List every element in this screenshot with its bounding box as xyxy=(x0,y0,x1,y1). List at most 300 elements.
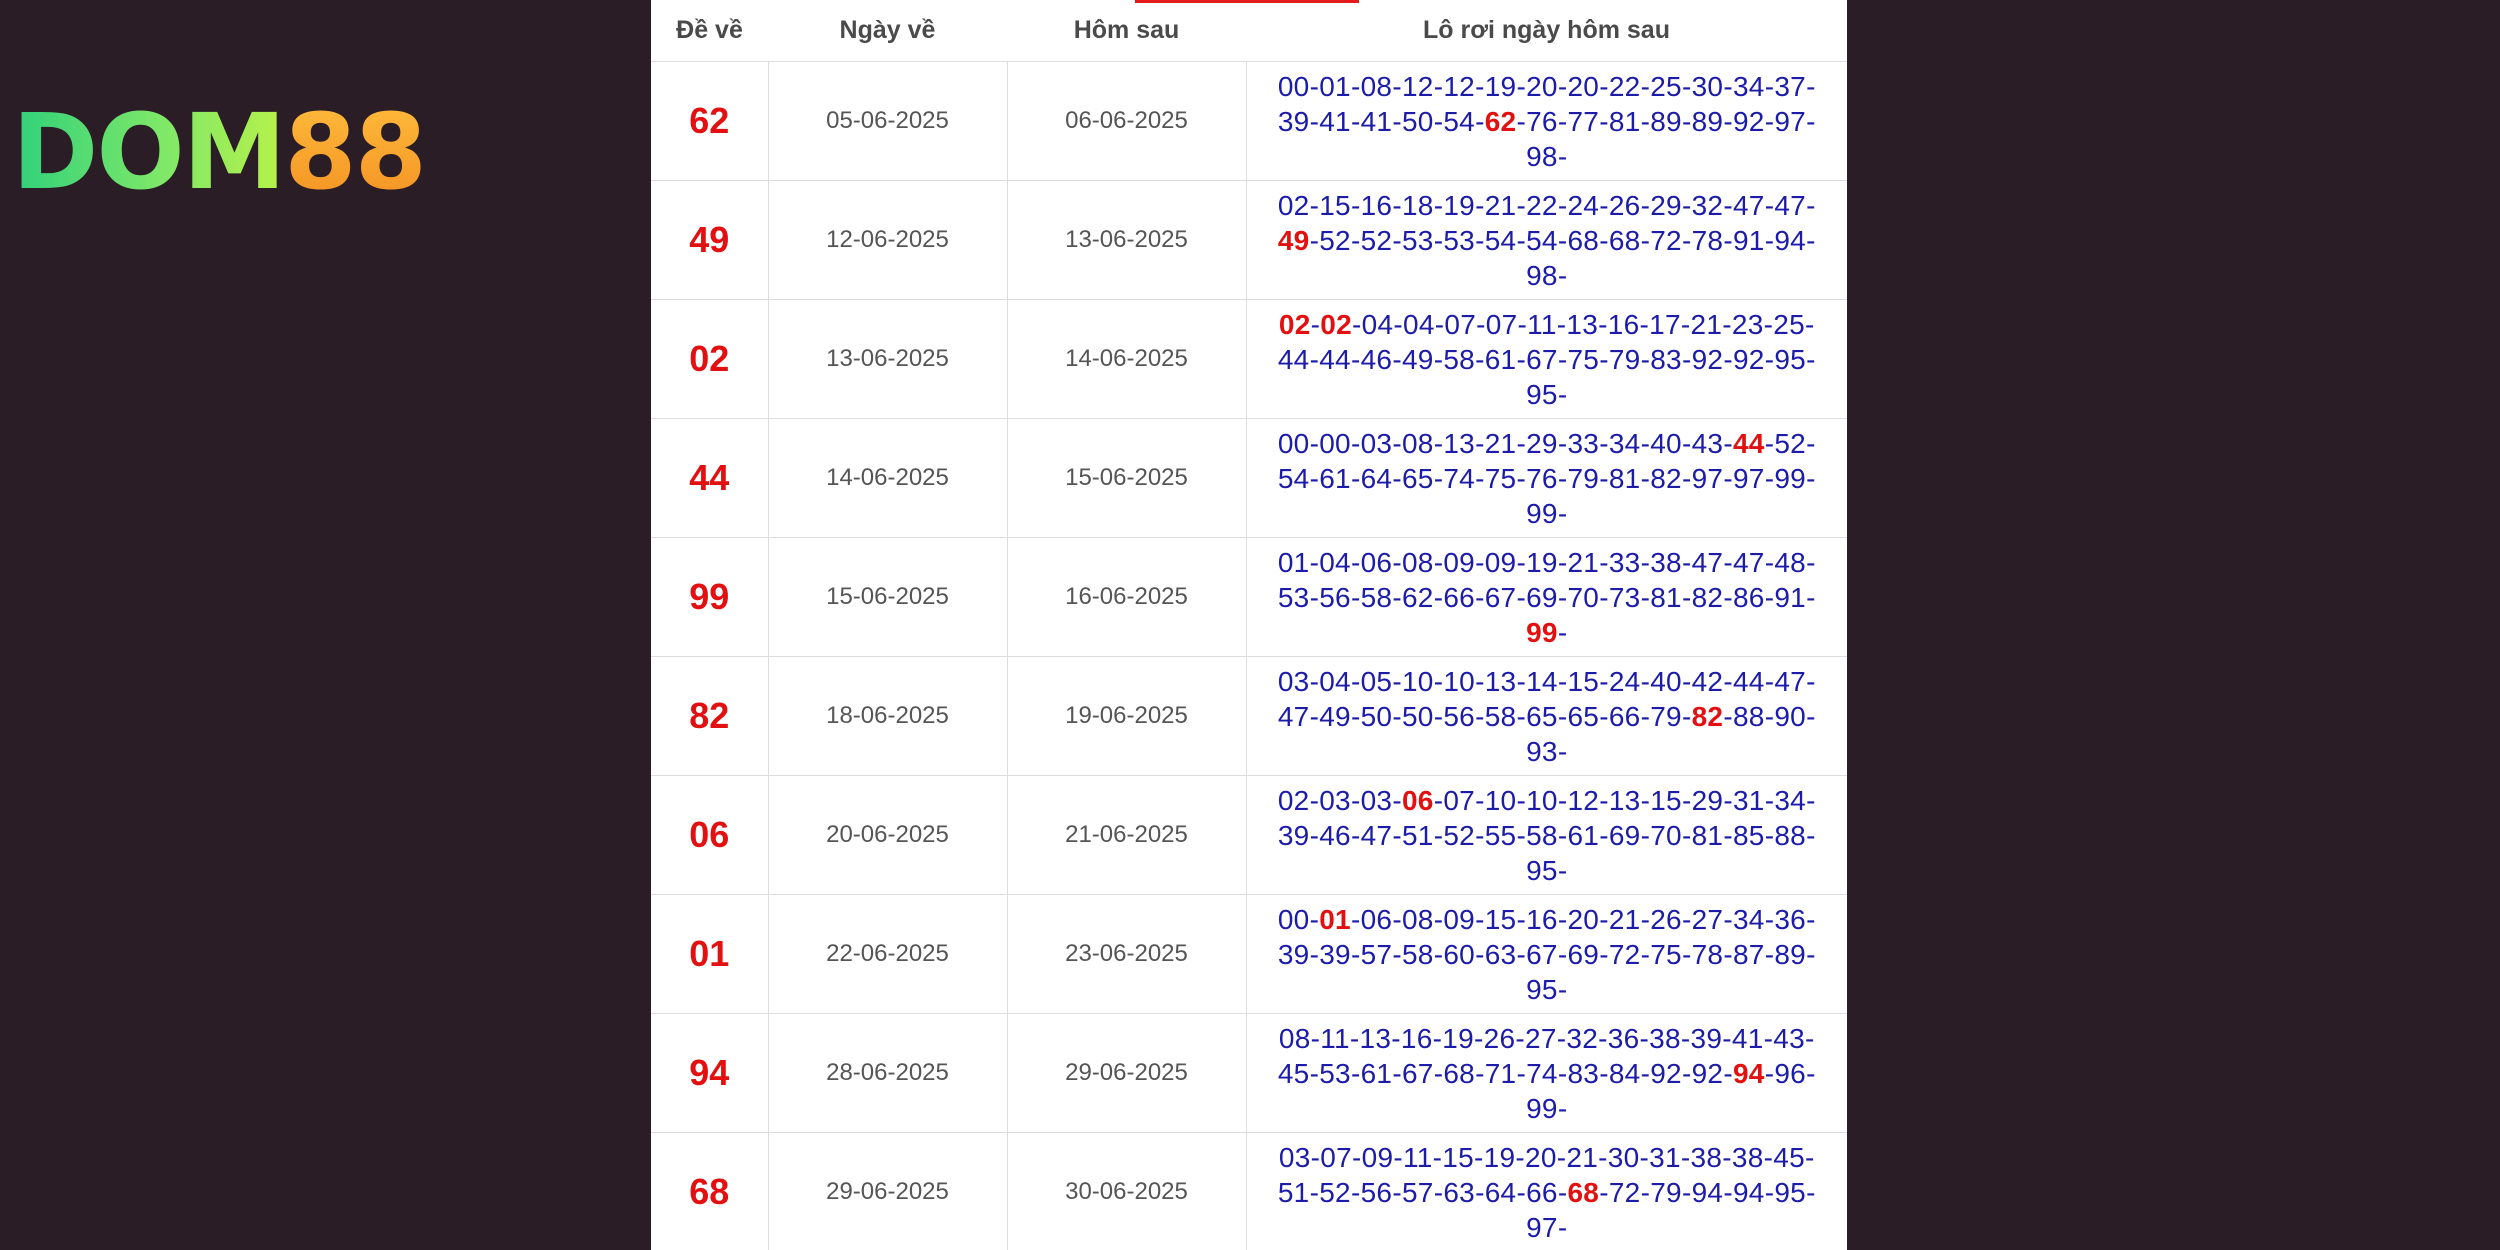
lo-number: 82 xyxy=(1650,462,1682,494)
lo-number: 67 xyxy=(1484,581,1517,613)
ngay-ve-value: 29-06-2025 xyxy=(768,1133,1007,1250)
lo-number: 50 xyxy=(1360,700,1393,732)
lo-number: 95 xyxy=(1526,854,1558,886)
lo-number: 91 xyxy=(1732,224,1765,256)
lo-number: 49 xyxy=(1319,700,1351,732)
lo-number: 13 xyxy=(1608,784,1641,816)
lo-number: 72 xyxy=(1650,224,1682,256)
lo-number: 71 xyxy=(1484,1057,1517,1089)
lo-number: 67 xyxy=(1401,1057,1434,1089)
lo-number: 11 xyxy=(1527,308,1557,340)
lo-number: 81 xyxy=(1650,581,1682,613)
lo-number: 19 xyxy=(1443,189,1476,221)
lo-number: 91 xyxy=(1774,581,1807,613)
lo-number: 38 xyxy=(1690,1141,1723,1173)
lo-number: 04 xyxy=(1361,308,1394,340)
lo-number: 47 xyxy=(1360,819,1393,851)
lo-number: 97 xyxy=(1526,1211,1558,1243)
lo-number: 81 xyxy=(1608,462,1641,494)
lo-number: 06 xyxy=(1401,784,1434,816)
lo-number: 07 xyxy=(1320,1141,1352,1173)
lo-number: 75 xyxy=(1567,343,1600,375)
lo-number: 61 xyxy=(1484,343,1517,375)
de-ve-value: 82 xyxy=(651,657,768,776)
lo-number: 20 xyxy=(1525,1141,1557,1173)
lo-roi-value: 03-07-09-11-15-19-20-21-30-31-38-38-45-51-52-56-57-63-64-66-68-72-79-94-94-95-97- xyxy=(1246,1133,1847,1250)
lo-number: 82 xyxy=(1691,581,1724,613)
results-panel xyxy=(651,0,1847,1250)
lo-number: 54 xyxy=(1484,224,1517,256)
lo-number: 37 xyxy=(1774,70,1807,102)
lo-number: 03 xyxy=(1277,665,1310,697)
lo-number: 20 xyxy=(1567,903,1600,935)
lo-roi-value: 02-03-03-06-07-10-10-12-13-15-29-31-34-39-46-47-51-52-55-58-61-69-70-81-85-88-95- xyxy=(1246,776,1847,895)
lo-number: 49 xyxy=(1277,224,1310,256)
lo-number: 72 xyxy=(1608,1176,1641,1208)
lo-number: 58 xyxy=(1484,700,1517,732)
lo-number: 52 xyxy=(1774,427,1807,459)
hom-sau-value: 23-06-2025 xyxy=(1007,895,1246,1014)
lo-number: 69 xyxy=(1608,819,1641,851)
lo-number: 10 xyxy=(1401,665,1434,697)
lo-number: 26 xyxy=(1483,1022,1516,1054)
lo-number: 36 xyxy=(1774,903,1807,935)
lo-number: 39 xyxy=(1319,938,1351,970)
lo-number: 33 xyxy=(1608,546,1641,578)
lo-number: 89 xyxy=(1650,105,1682,137)
lo-number: 94 xyxy=(1691,1176,1724,1208)
ngay-ve-value: 13-06-2025 xyxy=(768,300,1007,419)
hom-sau-value: 19-06-2025 xyxy=(1007,657,1246,776)
table-row xyxy=(651,657,1847,776)
lo-number: 07 xyxy=(1443,784,1476,816)
lo-number: 30 xyxy=(1607,1141,1640,1173)
lo-number: 00 xyxy=(1277,427,1310,459)
lo-number: 08 xyxy=(1401,903,1434,935)
lo-number: 56 xyxy=(1443,700,1476,732)
lo-number: 07 xyxy=(1485,308,1518,340)
lo-number: 88 xyxy=(1774,819,1807,851)
lo-number: 62 xyxy=(1401,581,1434,613)
lo-number: 43 xyxy=(1691,427,1724,459)
lo-number: 32 xyxy=(1691,189,1724,221)
lo-number: 75 xyxy=(1650,938,1682,970)
lo-number: 11 xyxy=(1402,1141,1433,1173)
lo-number: 36 xyxy=(1607,1022,1640,1054)
lo-number: 41 xyxy=(1360,105,1393,137)
lo-number: 81 xyxy=(1691,819,1724,851)
lo-number: 61 xyxy=(1567,819,1600,851)
lo-number: 33 xyxy=(1567,427,1600,459)
lo-number: 21 xyxy=(1484,189,1517,221)
lo-number: 92 xyxy=(1732,343,1765,375)
lo-number: 15 xyxy=(1442,1141,1475,1173)
lo-number: 90 xyxy=(1774,700,1807,732)
lo-number: 08 xyxy=(1278,1022,1311,1054)
lo-number: 79 xyxy=(1650,1176,1682,1208)
lo-number: 16 xyxy=(1526,903,1558,935)
lo-number: 67 xyxy=(1526,343,1558,375)
lo-roi-table xyxy=(651,0,1847,1250)
lo-number: 54 xyxy=(1443,105,1476,137)
lo-number: 19 xyxy=(1484,70,1517,102)
lo-number: 45 xyxy=(1277,1057,1310,1089)
lo-number: 75 xyxy=(1484,462,1517,494)
table-row xyxy=(651,895,1847,1014)
lo-number: 02 xyxy=(1278,308,1311,340)
lo-number: 53 xyxy=(1319,1057,1351,1089)
lo-number: 19 xyxy=(1483,1141,1516,1173)
lo-number: 94 xyxy=(1732,1176,1765,1208)
de-ve-value: 02 xyxy=(651,300,768,419)
lo-number: 03 xyxy=(1360,784,1393,816)
lo-number: 52 xyxy=(1360,224,1393,256)
lo-number: 10 xyxy=(1484,784,1517,816)
lo-roi-value: 02-02-04-04-07-07-11-13-16-17-21-23-25-44-44-46-49-58-61-67-75-79-83-92-92-95-95- xyxy=(1246,300,1847,419)
lo-number: 46 xyxy=(1319,819,1351,851)
lo-number: 09 xyxy=(1443,903,1476,935)
lo-number: 39 xyxy=(1277,938,1310,970)
lo-number: 82 xyxy=(1691,700,1724,732)
lo-number: 25 xyxy=(1773,308,1806,340)
lo-number: 22 xyxy=(1608,70,1641,102)
lo-number: 09 xyxy=(1443,546,1476,578)
lo-number: 76 xyxy=(1526,462,1558,494)
lo-number: 47 xyxy=(1774,189,1807,221)
lo-number: 84 xyxy=(1608,1057,1641,1089)
table-row xyxy=(651,776,1847,895)
lo-number: 52 xyxy=(1443,819,1476,851)
lo-number: 81 xyxy=(1608,105,1641,137)
header-hom-sau: Hôm sau xyxy=(1007,0,1246,62)
hom-sau-value: 14-06-2025 xyxy=(1007,300,1246,419)
lo-number: 04 xyxy=(1319,665,1351,697)
ngay-ve-value: 15-06-2025 xyxy=(768,538,1007,657)
lo-number: 21 xyxy=(1690,308,1723,340)
lo-number: 99 xyxy=(1526,497,1558,529)
lo-number: 98 xyxy=(1526,140,1558,172)
lo-roi-value: 03-04-05-10-10-13-14-15-24-40-42-44-47-47-49-50-50-56-58-65-65-66-79-82-88-90-93- xyxy=(1246,657,1847,776)
lo-number: 44 xyxy=(1319,343,1351,375)
table-row xyxy=(651,419,1847,538)
lo-number: 53 xyxy=(1277,581,1310,613)
de-ve-value: 49 xyxy=(651,181,768,300)
lo-number: 42 xyxy=(1691,665,1724,697)
lo-number: 19 xyxy=(1526,546,1558,578)
lo-number: 40 xyxy=(1650,665,1682,697)
table-header-row xyxy=(651,0,1847,62)
table-row xyxy=(651,300,1847,419)
hom-sau-value: 29-06-2025 xyxy=(1007,1014,1246,1133)
lo-number: 70 xyxy=(1650,819,1682,851)
lo-number: 03 xyxy=(1278,1141,1311,1173)
lo-number: 52 xyxy=(1319,1176,1351,1208)
lo-number: 34 xyxy=(1608,427,1641,459)
lo-number: 29 xyxy=(1526,427,1558,459)
lo-number: 27 xyxy=(1525,1022,1557,1054)
lo-roi-value: 00-01-06-08-09-15-16-20-21-26-27-34-36-39-39-57-58-60-63-67-69-72-75-78-87-89-95- xyxy=(1246,895,1847,1014)
hom-sau-value: 15-06-2025 xyxy=(1007,419,1246,538)
de-ve-value: 44 xyxy=(651,419,768,538)
lo-number: 72 xyxy=(1608,938,1641,970)
lo-number: 04 xyxy=(1319,546,1351,578)
lo-number: 09 xyxy=(1484,546,1517,578)
lo-number: 47 xyxy=(1732,546,1765,578)
lo-number: 99 xyxy=(1774,462,1807,494)
lo-number: 41 xyxy=(1319,105,1351,137)
lo-number: 68 xyxy=(1608,224,1641,256)
ngay-ve-value: 20-06-2025 xyxy=(768,776,1007,895)
lo-number: 87 xyxy=(1732,938,1765,970)
lo-number: 77 xyxy=(1567,105,1600,137)
lo-number: 68 xyxy=(1567,224,1600,256)
lo-number: 64 xyxy=(1484,1176,1517,1208)
lo-number: 58 xyxy=(1401,938,1434,970)
lo-number: 98 xyxy=(1526,259,1558,291)
lo-number: 13 xyxy=(1359,1022,1392,1054)
lo-number: 53 xyxy=(1401,224,1434,256)
lo-number: 38 xyxy=(1731,1141,1764,1173)
lo-number: 02 xyxy=(1277,784,1310,816)
lo-number: 48 xyxy=(1774,546,1807,578)
header-ngay-ve: Ngày về xyxy=(768,0,1007,62)
lo-number: 40 xyxy=(1650,427,1682,459)
lo-number: 39 xyxy=(1277,105,1310,137)
lo-number: 93 xyxy=(1526,735,1558,767)
de-ve-value: 99 xyxy=(651,538,768,657)
table-row xyxy=(651,1014,1847,1133)
header-de-ve: Đề về xyxy=(651,0,768,62)
lo-number: 65 xyxy=(1526,700,1558,732)
lo-number: 27 xyxy=(1691,903,1724,935)
lo-number: 12 xyxy=(1401,70,1434,102)
lo-number: 94 xyxy=(1732,1057,1765,1089)
lo-number: 15 xyxy=(1319,189,1351,221)
header-lo-roi: Lô rơi ngày hôm sau xyxy=(1246,0,1847,62)
lo-number: 09 xyxy=(1361,1141,1394,1173)
lo-number: 67 xyxy=(1526,938,1558,970)
lo-number: 32 xyxy=(1566,1022,1599,1054)
lo-number: 51 xyxy=(1277,1176,1310,1208)
lo-number: 64 xyxy=(1360,462,1393,494)
hom-sau-value: 21-06-2025 xyxy=(1007,776,1246,895)
lo-number: 31 xyxy=(1649,1141,1681,1173)
lo-number: 60 xyxy=(1443,938,1476,970)
lo-number: 21 xyxy=(1608,903,1641,935)
lo-roi-value: 00-01-08-12-12-19-20-20-22-25-30-34-37-39-41-41-50-54-62-76-77-81-89-89-92-97-98- xyxy=(1246,62,1847,181)
de-ve-value: 94 xyxy=(651,1014,768,1133)
lo-number: 58 xyxy=(1443,343,1476,375)
lo-number: 08 xyxy=(1401,546,1434,578)
lo-number: 30 xyxy=(1691,70,1724,102)
lo-number: 04 xyxy=(1402,308,1435,340)
lo-number: 10 xyxy=(1443,665,1476,697)
lo-number: 21 xyxy=(1484,427,1517,459)
lo-number: 57 xyxy=(1360,938,1393,970)
lo-number: 18 xyxy=(1401,189,1434,221)
hom-sau-value: 06-06-2025 xyxy=(1007,62,1246,181)
lo-number: 92 xyxy=(1691,343,1724,375)
de-ve-value: 06 xyxy=(651,776,768,895)
lo-number: 21 xyxy=(1566,1141,1599,1173)
lo-number: 69 xyxy=(1526,581,1558,613)
lo-roi-value: 02-15-16-18-19-21-22-24-26-29-32-47-47-49-52-52-53-53-54-54-68-68-72-78-91-94-98- xyxy=(1246,181,1847,300)
lo-roi-value: 08-11-13-16-19-26-27-32-36-38-39-41-43-45-53-61-67-68-71-74-83-84-92-92-94-96-99- xyxy=(1246,1014,1847,1133)
lo-number: 65 xyxy=(1401,462,1434,494)
lo-number: 08 xyxy=(1401,427,1434,459)
active-tab-indicator xyxy=(1135,0,1359,3)
lo-number: 31 xyxy=(1732,784,1765,816)
lo-number: 29 xyxy=(1691,784,1724,816)
hom-sau-value: 16-06-2025 xyxy=(1007,538,1246,657)
lo-number: 13 xyxy=(1566,308,1599,340)
lo-number: 69 xyxy=(1567,938,1600,970)
lo-number: 13 xyxy=(1484,665,1517,697)
lo-number: 62 xyxy=(1484,105,1517,137)
lo-number: 55 xyxy=(1484,819,1517,851)
lo-number: 10 xyxy=(1526,784,1558,816)
hom-sau-value: 30-06-2025 xyxy=(1007,1133,1246,1250)
lo-number: 83 xyxy=(1567,1057,1600,1089)
lo-number: 66 xyxy=(1526,1176,1558,1208)
ngay-ve-value: 22-06-2025 xyxy=(768,895,1007,1014)
lo-number: 00 xyxy=(1277,903,1310,935)
lo-number: 15 xyxy=(1567,665,1600,697)
lo-roi-value: 00-00-03-08-13-21-29-33-34-40-43-44-52-54-61-64-65-74-75-76-79-81-82-97-97-99-99- xyxy=(1246,419,1847,538)
lo-number: 25 xyxy=(1650,70,1682,102)
lo-number: 89 xyxy=(1774,938,1807,970)
lo-number: 73 xyxy=(1608,581,1641,613)
lo-number: 79 xyxy=(1567,462,1600,494)
lo-number: 39 xyxy=(1277,819,1310,851)
lo-number: 74 xyxy=(1443,462,1476,494)
lo-number: 52 xyxy=(1319,224,1351,256)
lo-number: 95 xyxy=(1526,378,1558,410)
lo-number: 57 xyxy=(1401,1176,1434,1208)
lo-number: 92 xyxy=(1732,105,1765,137)
lo-number: 11 xyxy=(1320,1022,1350,1054)
lo-number: 68 xyxy=(1443,1057,1476,1089)
lo-number: 14 xyxy=(1526,665,1558,697)
lo-number: 05 xyxy=(1360,665,1393,697)
logo-brand-text: DOM xyxy=(12,91,285,213)
dom88-logo xyxy=(12,91,425,213)
lo-number: 23 xyxy=(1731,308,1764,340)
lo-number: 47 xyxy=(1732,189,1765,221)
lo-number: 51 xyxy=(1401,819,1434,851)
lo-number: 06 xyxy=(1360,903,1393,935)
lo-number: 24 xyxy=(1608,665,1641,697)
de-ve-value: 68 xyxy=(651,1133,768,1250)
lo-number: 97 xyxy=(1732,462,1765,494)
lo-number: 63 xyxy=(1484,938,1517,970)
lo-number: 89 xyxy=(1691,105,1724,137)
lo-number: 78 xyxy=(1691,938,1724,970)
lo-number: 29 xyxy=(1650,189,1682,221)
lo-number: 53 xyxy=(1443,224,1476,256)
lo-number: 41 xyxy=(1731,1022,1764,1054)
lo-number: 16 xyxy=(1360,189,1393,221)
lo-number: 95 xyxy=(1774,1176,1807,1208)
lo-number: 44 xyxy=(1277,343,1310,375)
ngay-ve-value: 12-06-2025 xyxy=(768,181,1007,300)
lo-number: 15 xyxy=(1650,784,1682,816)
lo-number: 44 xyxy=(1732,427,1765,459)
lo-number: 20 xyxy=(1526,70,1558,102)
lo-number: 97 xyxy=(1691,462,1724,494)
lo-number: 44 xyxy=(1732,665,1765,697)
lo-number: 16 xyxy=(1607,308,1640,340)
lo-number: 61 xyxy=(1319,462,1351,494)
lo-number: 83 xyxy=(1650,343,1682,375)
lo-number: 38 xyxy=(1650,546,1682,578)
lo-number: 07 xyxy=(1444,308,1477,340)
lo-number: 19 xyxy=(1442,1022,1475,1054)
lo-number: 61 xyxy=(1360,1057,1393,1089)
lo-number: 03 xyxy=(1360,427,1393,459)
lo-number: 38 xyxy=(1649,1022,1681,1054)
lo-number: 17 xyxy=(1649,308,1681,340)
lo-number: 49 xyxy=(1401,343,1434,375)
lo-number: 88 xyxy=(1732,700,1765,732)
ngay-ve-value: 14-06-2025 xyxy=(768,419,1007,538)
lo-number: 12 xyxy=(1567,784,1600,816)
ngay-ve-value: 28-06-2025 xyxy=(768,1014,1007,1133)
ngay-ve-value: 18-06-2025 xyxy=(768,657,1007,776)
lo-number: 15 xyxy=(1484,903,1517,935)
lo-number: 63 xyxy=(1443,1176,1476,1208)
lo-number: 02 xyxy=(1320,308,1352,340)
lo-number: 47 xyxy=(1277,700,1310,732)
lo-number: 26 xyxy=(1608,189,1641,221)
lo-number: 95 xyxy=(1774,343,1807,375)
lo-number: 99 xyxy=(1526,616,1558,648)
lo-number: 50 xyxy=(1401,105,1434,137)
lo-number: 01 xyxy=(1319,70,1351,102)
lo-number: 43 xyxy=(1773,1022,1806,1054)
lo-number: 66 xyxy=(1443,581,1476,613)
lo-number: 65 xyxy=(1567,700,1600,732)
lo-number: 58 xyxy=(1526,819,1558,851)
lo-number: 96 xyxy=(1774,1057,1807,1089)
lo-number: 12 xyxy=(1443,70,1476,102)
lo-number: 45 xyxy=(1773,1141,1806,1173)
lo-number: 79 xyxy=(1650,700,1682,732)
de-ve-value: 62 xyxy=(651,62,768,181)
lo-number: 21 xyxy=(1567,546,1600,578)
lo-number: 50 xyxy=(1401,700,1434,732)
lo-number: 56 xyxy=(1319,581,1351,613)
ngay-ve-value: 05-06-2025 xyxy=(768,62,1007,181)
lo-number: 99 xyxy=(1526,1092,1558,1124)
lo-number: 01 xyxy=(1277,546,1310,578)
lo-number: 66 xyxy=(1608,700,1641,732)
logo-number-text: 88 xyxy=(284,91,425,213)
lo-number: 20 xyxy=(1567,70,1600,102)
lo-number: 00 xyxy=(1277,70,1310,102)
table-row xyxy=(651,181,1847,300)
lo-number: 01 xyxy=(1319,903,1351,935)
lo-number: 34 xyxy=(1774,784,1807,816)
lo-number: 70 xyxy=(1567,581,1600,613)
lo-number: 03 xyxy=(1319,784,1351,816)
lo-number: 47 xyxy=(1774,665,1807,697)
lo-number: 78 xyxy=(1691,224,1724,256)
lo-number: 79 xyxy=(1608,343,1641,375)
lo-number: 58 xyxy=(1360,581,1393,613)
table-row xyxy=(651,538,1847,657)
hom-sau-value: 13-06-2025 xyxy=(1007,181,1246,300)
